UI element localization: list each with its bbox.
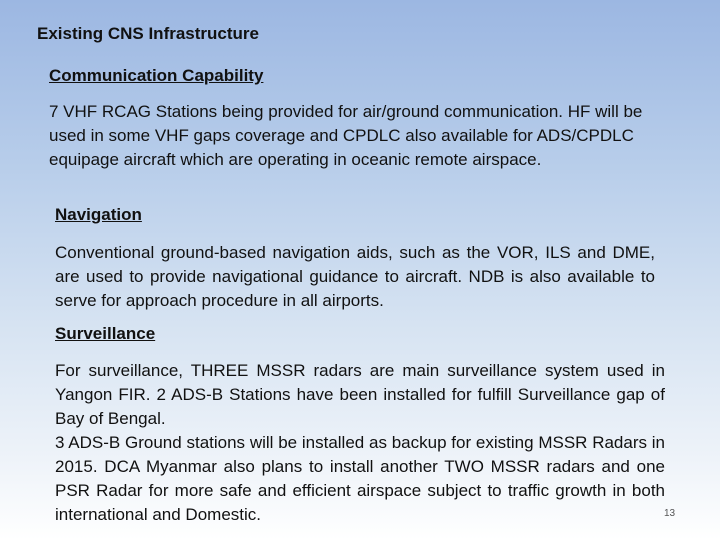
surveillance-text-continued: 3 ADS-B Ground stations will be installed as backup for existing MSSR Radars in 2015. DCA Myanmar also plans to install another TWO MSSR radars and one PSR Radar for more safe and efficient airspace subject to traffic growth in both international and Domestic. (55, 433, 665, 524)
slide-title: Existing CNS Infrastructure (37, 24, 259, 43)
slide-number: 13 (664, 508, 676, 519)
communication-heading: Communication Capability (49, 66, 264, 85)
surveillance-text: For surveillance, THREE MSSR radars are main surveillance system used in Yangon FIR. 2 ADS-B Stations have been installed for fulfill Surveillance gap of Bay of Bengal. (55, 361, 665, 428)
surveillance-heading: Surveillance (55, 324, 156, 343)
navigation-text: Conventional ground-based navigation aids, such as the VOR, ILS and DME, are used to provide navigational guidance to aircraft. NDB is also available to serve for approach procedure in all airports. (55, 243, 655, 310)
communication-text: 7 VHF RCAG Stations being provided for air/ground communication. HF will be used in some VHF gaps coverage and CPDLC also available for ADS/CPDLC equipage aircraft which are operating in oceanic remote airspace. (49, 102, 643, 169)
navigation-heading: Navigation (55, 205, 142, 224)
